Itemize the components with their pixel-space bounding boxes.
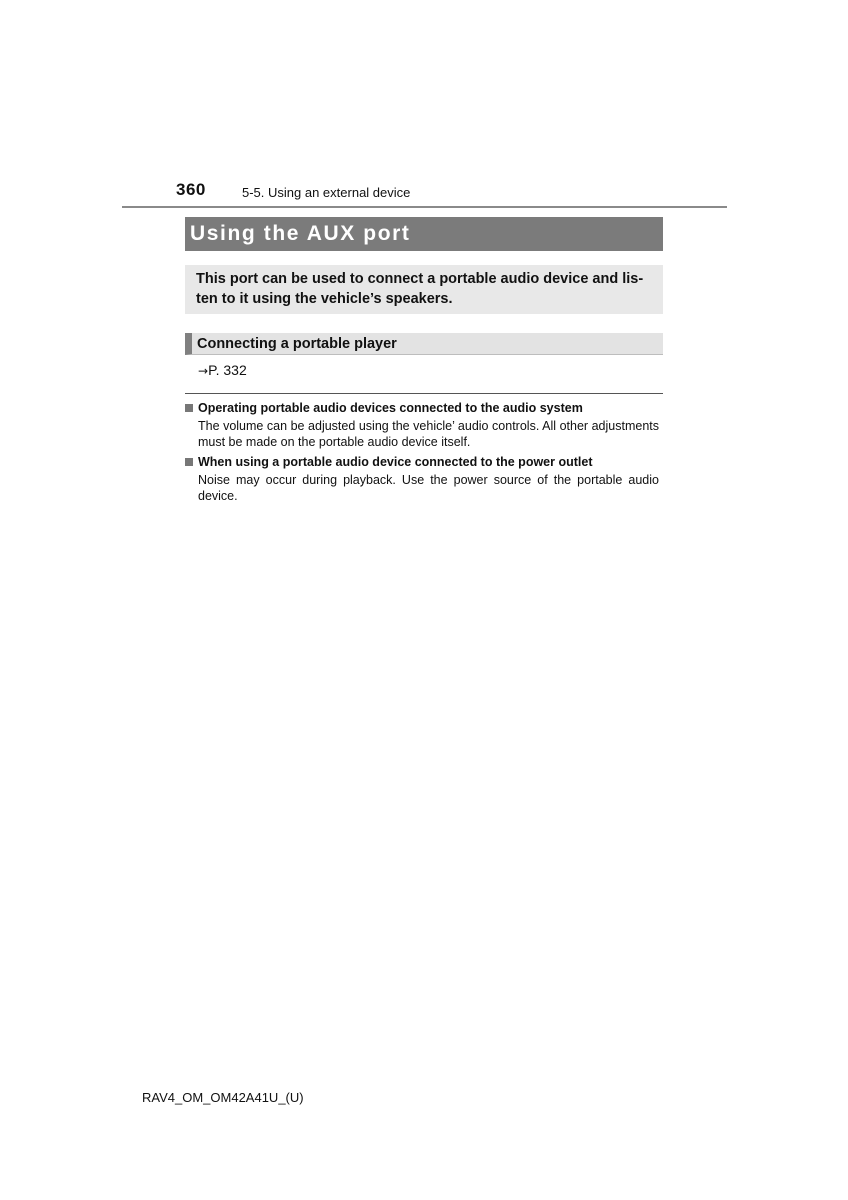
subheading-bar [185,333,663,355]
square-bullet-icon [185,458,193,466]
arrow-right-icon: → [198,364,209,378]
note-heading-text: Operating portable audio devices connected to the audio system [198,401,583,415]
page-reference-text: P. 332 [208,362,247,378]
note-item [185,454,659,504]
square-bullet-icon [185,404,193,412]
note-heading-text: When using a portable audio device connected to the power outlet [198,455,593,469]
subheading-title: Connecting a portable player [197,335,397,352]
title-bar [185,217,663,251]
note-heading [185,454,659,470]
note-body: The volume can be adjusted using the vehicle’ audio controls. All other adjustments must be made on the portable audio device itself. [198,419,659,449]
intro-box [185,265,663,314]
note-heading [185,400,659,416]
section-label: 5-5. Using an external device [242,185,411,200]
footer-code: RAV4_OM_OM42A41U_(U) [142,1090,304,1105]
page-title: Using the AUX port [190,222,411,245]
note-body: Noise may occur during playback. Use the power source of the portable audio device. [198,473,659,503]
page-reference [198,362,247,378]
header-rule [122,206,727,208]
intro-text: This port can be used to connect a portable audio device and lis-ten to it using the vehicle’s speakers. [196,271,644,307]
notes-divider [185,393,663,394]
page-number: 360 [176,180,206,199]
note-item [185,400,659,450]
